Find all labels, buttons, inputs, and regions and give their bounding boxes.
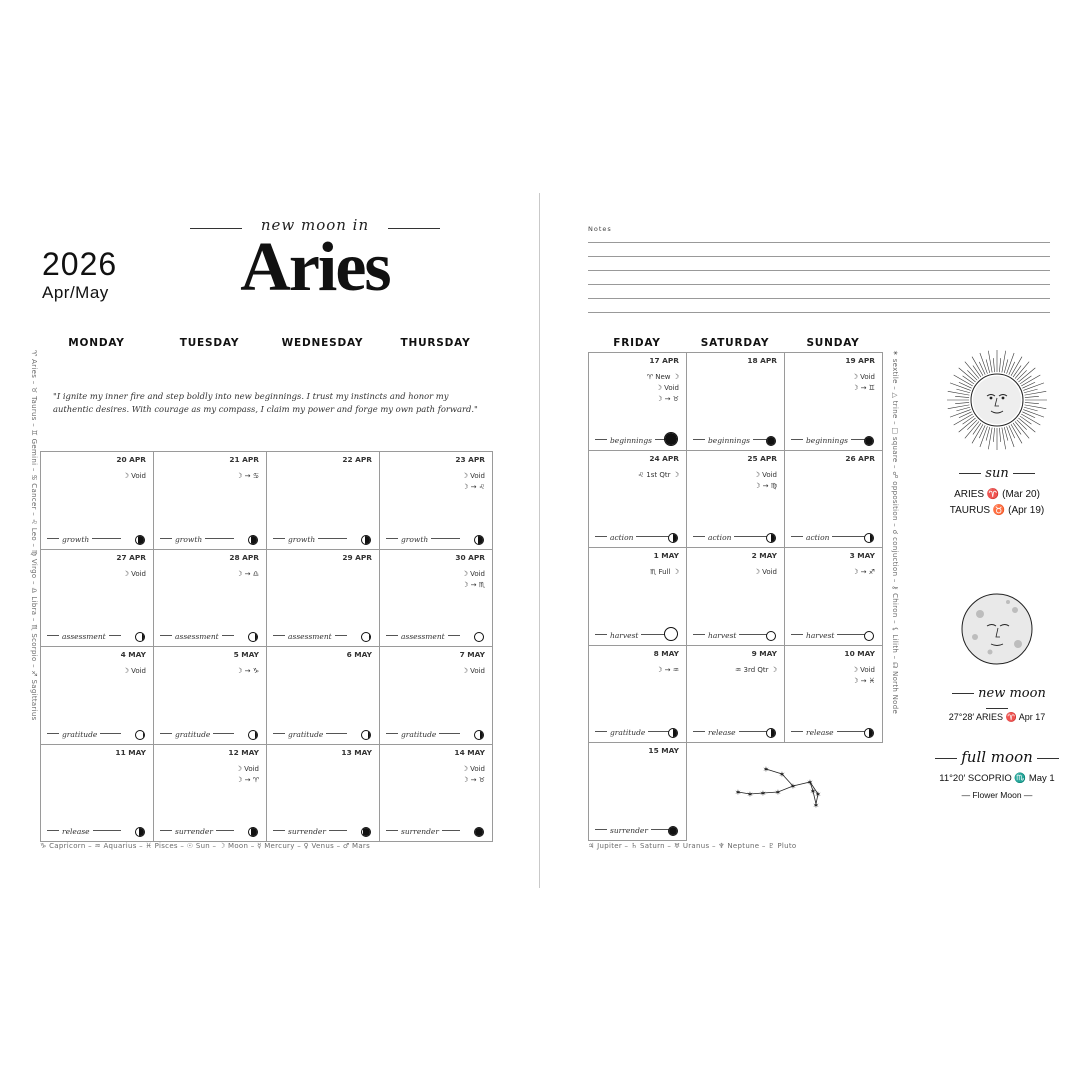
theme-word-wrap [791, 435, 848, 445]
theme-word: surrender [398, 827, 442, 836]
theme-word: surrender [607, 826, 651, 835]
day-cell[interactable] [588, 742, 687, 841]
day-cell[interactable] [379, 451, 493, 550]
theme-word: harvest [803, 631, 837, 640]
sun-ray [967, 370, 977, 380]
page-divider [539, 193, 540, 888]
day-cell[interactable] [686, 645, 785, 744]
theme-word: gratitude [59, 730, 100, 739]
astro-events: ☽ Void ☽ → ♍ [753, 470, 777, 490]
note-line[interactable] [588, 298, 1050, 299]
new-moon-heading: new moon [935, 686, 1059, 716]
theme-word: growth [398, 535, 431, 544]
day-cell[interactable] [153, 744, 267, 843]
day-cell[interactable] [686, 352, 785, 451]
sun-sign-aries: ARIES ♈ (Mar 20) [954, 489, 1040, 500]
moon-phase-icon [864, 728, 874, 738]
sun-ray [1023, 383, 1044, 391]
sun-ray [1017, 420, 1027, 430]
moon-phase-icon [361, 632, 371, 642]
sun-ray [1015, 362, 1029, 379]
theme-word-wrap [273, 632, 332, 641]
day-cell[interactable] [153, 646, 267, 745]
moon-phase-icon [248, 632, 258, 642]
theme-word-wrap [595, 825, 648, 835]
day-cell[interactable] [686, 450, 785, 549]
aries-constellation-icon [728, 764, 828, 819]
astro-events: ♈ New ☽ ☽ Void ☽ → ♉ [646, 373, 679, 403]
theme-word: gratitude [398, 730, 439, 739]
full-moon-detail: 11°20′ SCOPRIO ♏ May 1 [939, 773, 1055, 784]
theme-word: action [705, 533, 734, 542]
theme-word: growth [285, 535, 318, 544]
moon-phase-icon [135, 535, 145, 545]
day-date: 5 MAY [233, 650, 259, 659]
day-cell[interactable] [379, 549, 493, 648]
moon-phase-icon [766, 436, 776, 446]
zodiac-legend-vertical: ♈ Aries – ♉ Taurus – ♊ Gemini – ♋ Cancer – ♌ Leo – ♍ Virgo – ♎ Libra – ♏ Scorpio – ♐ Sagittarius [30, 350, 38, 721]
weekday-monday: MONDAY [68, 337, 125, 349]
day-date: 20 APR [116, 455, 146, 464]
day-cell[interactable] [784, 352, 883, 451]
weekday-sunday: SUNDAY [806, 337, 860, 349]
moon-phase-icon [668, 728, 678, 738]
note-line[interactable] [588, 242, 1050, 243]
astro-events: ☽ Void [122, 569, 146, 578]
weekday-thursday: THURSDAY [400, 337, 471, 349]
moon-phase-icon [766, 728, 776, 738]
day-date: 11 MAY [115, 747, 146, 757]
sun-ray [963, 416, 974, 424]
aspect-legend-vertical: ✶ sextile – △ trine – □ square – ☍ opposition – ☌ conjuction – ⚷ Chiron – ⚸ Lilith – ☊ North Node [891, 350, 899, 715]
day-cell[interactable] [266, 646, 380, 745]
theme-word: gratitude [607, 728, 648, 737]
day-cell[interactable] [266, 744, 380, 843]
theme-word: action [803, 533, 832, 542]
svg-text:✶: ✶ [809, 787, 817, 796]
theme-word-wrap [386, 632, 445, 641]
sun-ray [950, 410, 971, 418]
day-cell[interactable] [40, 451, 154, 550]
theme-word-wrap [386, 729, 437, 739]
sun-sign-taurus: TAURUS ♉ (Apr 19) [949, 505, 1045, 516]
astro-events: ☽ Void ☽ → ♌ [461, 472, 485, 491]
weekday-friday: FRIDAY [613, 337, 661, 349]
day-cell[interactable] [686, 547, 785, 646]
sun-ray [1025, 396, 1039, 397]
sun-ray [973, 423, 981, 434]
theme-word: gratitude [172, 730, 213, 739]
theme-word: harvest [607, 631, 641, 640]
astro-events: ♒ 3rd Qtr ☽ [734, 665, 777, 674]
sun-ray [1025, 402, 1039, 403]
theme-word: beginnings [705, 436, 753, 445]
day-cell[interactable] [153, 549, 267, 648]
moon-phase-icon [766, 533, 776, 543]
theme-word-wrap [273, 534, 316, 544]
day-date: 22 APR [342, 455, 372, 464]
astro-events: ☽ → ♒ [656, 665, 679, 674]
day-date: 10 MAY [844, 648, 875, 658]
theme-word-wrap [693, 435, 750, 445]
svg-text:✶: ✶ [814, 790, 822, 799]
day-cell[interactable] [588, 450, 687, 549]
day-date: 27 APR [116, 552, 146, 562]
theme-word-wrap [386, 534, 429, 544]
theme-word-wrap [386, 827, 439, 836]
day-date: 14 MAY [454, 747, 485, 757]
new-moon-detail: 27°28′ ARIES ♈ Apr 17 [948, 712, 1046, 722]
day-cell[interactable] [588, 547, 687, 646]
moon-phase-icon [864, 631, 874, 641]
theme-word-wrap [791, 533, 830, 542]
sun-ray [1022, 412, 1035, 418]
sun-ray [973, 366, 981, 377]
moon-phase-icon [474, 632, 484, 642]
theme-word-wrap [47, 827, 90, 836]
theme-word-wrap [693, 533, 732, 542]
theme-word-wrap [595, 533, 634, 542]
affirmation-quote: "I ignite my inner fire and step boldly into new beginnings. I trust my instincts and honor my authentic desires. With courage as my compass, I claim my power and forge my own path forward." [53, 391, 478, 414]
month-range: Apr/May [42, 283, 109, 302]
note-line[interactable] [588, 256, 1050, 257]
sun-ray [980, 353, 988, 374]
astro-events: ☽ Void ☽ → ♏ [461, 569, 485, 589]
theme-word-wrap [595, 435, 652, 445]
planet-legend-right: ♃ Jupiter – ♄ Saturn – ♅ Uranus – ♆ Neptune – ♇ Pluto [588, 842, 797, 850]
day-date: 13 MAY [341, 747, 372, 757]
day-cell[interactable] [266, 451, 380, 550]
day-cell[interactable] [40, 744, 154, 843]
moon-phase-icon [248, 827, 258, 837]
moon-phase-icon [668, 826, 678, 836]
astro-events: ☽ Void ☽ → ♊ [851, 373, 875, 392]
svg-text:✶: ✶ [806, 778, 814, 787]
theme-word-wrap [47, 534, 90, 544]
svg-text:✶: ✶ [759, 789, 767, 798]
svg-text:✶: ✶ [778, 770, 786, 779]
theme-word-wrap [160, 729, 211, 739]
sun-ray [1013, 423, 1021, 434]
theme-word: beginnings [803, 436, 851, 445]
astro-events: ☽ Void [122, 667, 146, 675]
day-date: 17 APR [649, 356, 679, 365]
moon-phase-icon [474, 730, 484, 740]
theme-word: harvest [705, 631, 739, 640]
day-date: 19 APR [845, 356, 875, 365]
day-date: 23 APR [455, 455, 485, 464]
moon-phase-icon [361, 827, 371, 837]
weekday-saturday: SATURDAY [700, 337, 770, 349]
day-date: 1 MAY [653, 551, 679, 560]
day-cell[interactable] [266, 549, 380, 648]
day-cell[interactable] [588, 645, 687, 744]
astro-events: ☽ Void ☽ → ♉ [461, 764, 485, 784]
day-cell[interactable] [588, 352, 687, 451]
theme-word: assessment [172, 632, 222, 641]
theme-word-wrap [273, 827, 326, 836]
theme-word-wrap [47, 632, 106, 641]
astro-events: ☽ Void ☽ → ♓ [851, 665, 875, 685]
day-date: 24 APR [649, 453, 679, 463]
sun-ray [965, 421, 979, 438]
day-date: 15 MAY [648, 746, 679, 755]
theme-word: release [803, 728, 837, 737]
sun-ray [980, 426, 988, 447]
theme-word: release [705, 728, 739, 737]
theme-word: action [607, 533, 636, 542]
svg-text:✶: ✶ [774, 788, 782, 797]
subtitle: new moon in [190, 216, 440, 234]
astro-events: ☽ Void [461, 667, 485, 675]
day-date: 4 MAY [120, 650, 146, 659]
sun-ray [959, 382, 972, 388]
theme-word-wrap [791, 728, 834, 737]
theme-word-wrap [47, 729, 98, 739]
moon-phase-icon [664, 627, 678, 641]
day-date: 29 APR [342, 552, 372, 562]
sun-ray [1020, 376, 1031, 384]
sun-ray [993, 428, 994, 442]
sun-ray [1022, 382, 1035, 388]
sun-ray [950, 383, 971, 391]
note-line[interactable] [588, 312, 1050, 313]
sun-ray [1023, 410, 1044, 418]
theme-word: surrender [285, 827, 329, 836]
moon-phase-icon [668, 533, 678, 543]
day-date: 3 MAY [849, 551, 875, 560]
moon-phase-icon [864, 533, 874, 543]
moon-phase-icon [361, 730, 371, 740]
sun-ray [979, 425, 985, 438]
day-cell[interactable] [153, 451, 267, 550]
svg-text:✶: ✶ [762, 765, 770, 774]
day-cell[interactable] [784, 645, 883, 744]
day-date: 30 APR [455, 552, 485, 562]
sun-heading: sun [945, 466, 1049, 481]
astro-events: ☽ → ♋ [236, 472, 259, 480]
moon-phase-icon [766, 631, 776, 641]
svg-text:✶: ✶ [812, 801, 820, 810]
svg-text:✶: ✶ [746, 790, 754, 799]
day-date: 8 MAY [653, 648, 679, 658]
sun-ray [1009, 425, 1015, 438]
theme-word-wrap [791, 630, 835, 640]
page-title: Aries [240, 229, 390, 306]
theme-word: growth [172, 535, 205, 544]
svg-text:✶: ✶ [734, 788, 742, 797]
sun-ray [999, 358, 1000, 372]
theme-word-wrap [273, 729, 324, 739]
sun-ray [1017, 370, 1027, 380]
sun-ray [959, 412, 972, 418]
astro-events: ☽ → ♐ [852, 568, 875, 576]
sun-ray [955, 396, 969, 397]
day-date: 26 APR [845, 453, 875, 463]
sun-ray [955, 402, 969, 403]
full-moon-name: — Flower Moon — [961, 790, 1033, 800]
moon-phase-icon [474, 827, 484, 837]
day-date: 18 APR [747, 356, 777, 365]
sun-ray [1013, 366, 1021, 377]
sun-ray [965, 362, 979, 379]
sun-ray [1020, 416, 1031, 424]
moon-phase-icon [248, 535, 258, 545]
astro-events: ☽ → ♎ [236, 569, 259, 578]
weekday-tuesday: TUESDAY [179, 337, 240, 349]
moon-phase-icon [361, 535, 371, 545]
day-cell[interactable] [40, 646, 154, 745]
moon-phase-icon [135, 827, 145, 837]
notes-label: Notes [588, 225, 612, 233]
theme-word: release [59, 827, 93, 836]
astro-events: ♏ Full ☽ [650, 568, 679, 576]
sun-ray [1007, 426, 1015, 447]
sun-ray [1018, 418, 1035, 432]
day-date: 21 APR [229, 455, 259, 464]
sun-ray [999, 428, 1000, 442]
sun-ray [959, 368, 976, 382]
theme-word-wrap [160, 827, 213, 836]
theme-word-wrap [693, 728, 736, 737]
astro-events: ♌ 1st Qtr ☽ [637, 470, 679, 479]
theme-word-wrap [160, 632, 219, 641]
moon-phase-icon [248, 730, 258, 740]
day-date: 7 MAY [459, 650, 485, 659]
theme-word: surrender [172, 827, 216, 836]
theme-word-wrap [693, 630, 737, 640]
sun-ray [993, 358, 994, 372]
moon-face-icon [960, 592, 1034, 666]
day-cell[interactable] [784, 547, 883, 646]
svg-text:✶: ✶ [789, 782, 797, 791]
weekday-wednesday: WEDNESDAY [281, 337, 364, 349]
day-cell[interactable] [379, 744, 493, 843]
sun-ray [959, 418, 976, 432]
note-line[interactable] [588, 270, 1050, 271]
theme-word-wrap [160, 534, 203, 544]
theme-word: assessment [398, 632, 448, 641]
theme-word-wrap [595, 728, 646, 737]
day-date: 2 MAY [751, 551, 777, 560]
astro-events: ☽ Void ☽ → ♈ [235, 764, 259, 784]
theme-word: assessment [59, 632, 109, 641]
theme-word: gratitude [285, 730, 326, 739]
day-cell[interactable] [40, 549, 154, 648]
full-moon-heading: full moon [930, 748, 1064, 766]
moon-phase-icon [474, 535, 484, 545]
moon-phase-icon [135, 632, 145, 642]
sun-ray [967, 420, 977, 430]
day-date: 9 MAY [751, 648, 777, 658]
astro-events: ☽ Void [753, 568, 777, 576]
theme-word-wrap [595, 630, 639, 640]
sun-face-icon [945, 348, 1049, 452]
sun-ray [979, 362, 985, 375]
sun-ray [1015, 421, 1029, 438]
day-cell[interactable] [784, 450, 883, 549]
day-date: 28 APR [229, 552, 259, 562]
moon-phase-icon [864, 436, 874, 446]
day-cell[interactable] [379, 646, 493, 745]
note-line[interactable] [588, 284, 1050, 285]
astro-events: ☽ → ♑ [236, 667, 259, 675]
planet-legend-left: ♑ Capricorn – ♒ Aquarius – ♓ Pisces – ☉ Sun – ☽ Moon – ☿ Mercury – ♀ Venus – ♂ Mars [40, 842, 371, 850]
sun-ray [1018, 368, 1035, 382]
day-date: 25 APR [747, 453, 777, 463]
year: 2026 [42, 246, 118, 282]
theme-word: growth [59, 535, 92, 544]
sun-ray [963, 376, 974, 384]
day-date: 6 MAY [346, 650, 372, 659]
theme-word: beginnings [607, 436, 655, 445]
moon-phase-icon [664, 432, 678, 446]
theme-word: assessment [285, 632, 335, 641]
sun-ray [1007, 353, 1015, 374]
sun-ray [1009, 362, 1015, 375]
astro-events: ☽ Void [122, 472, 146, 480]
day-date: 12 MAY [228, 747, 259, 757]
moon-phase-icon [135, 730, 145, 740]
